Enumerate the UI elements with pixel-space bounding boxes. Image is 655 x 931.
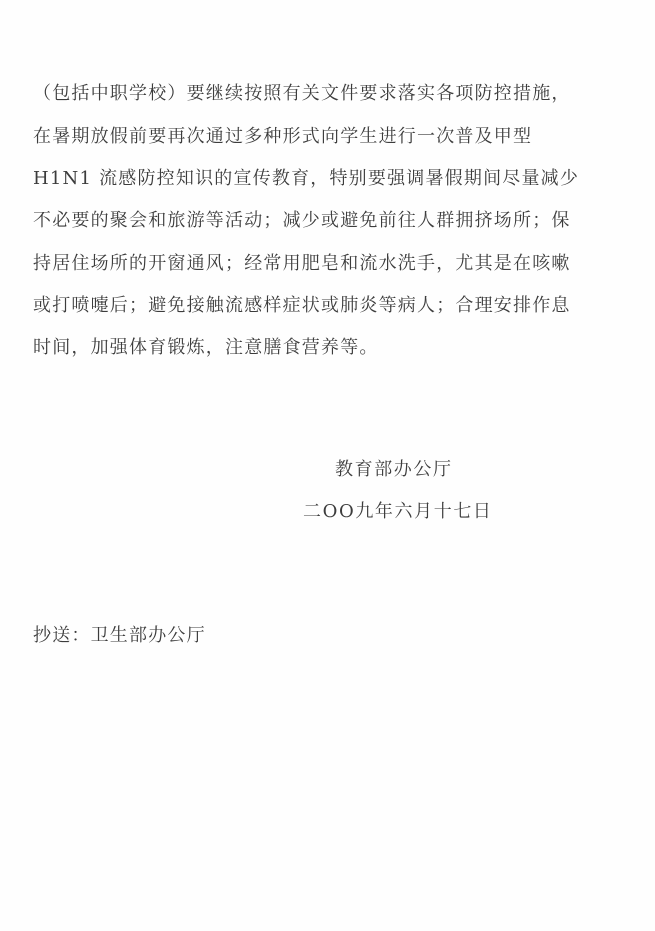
body-text-line-3: H1N1 流感防控知识的宣传教育，特别要强调暑假期间尽量减少 xyxy=(33,168,580,189)
cc-line: 抄送：卫生部办公厅 xyxy=(33,625,206,646)
issue-date: 二OO九年六月十七日 xyxy=(303,501,493,522)
body-text-line-1: （包括中职学校）要继续按照有关文件要求落实各项防控措施， xyxy=(33,83,571,104)
issuer-name: 教育部办公厅 xyxy=(335,459,453,480)
body-text-line-4: 不必要的聚会和旅游等活动；减少或避免前往人群拥挤场所；保 xyxy=(33,210,571,231)
body-text-line-7: 时间，加强体育锻炼，注意膳食营养等。 xyxy=(33,337,379,358)
body-text-line-2: 在暑期放假前要再次通过多种形式向学生进行一次普及甲型 xyxy=(33,126,533,147)
body-text-line-6: 或打喷嚏后；避免接触流感样症状或肺炎等病人；合理安排作息 xyxy=(33,295,571,316)
body-text-line-5: 持居住场所的开窗通风；经常用肥皂和流水洗手，尤其是在咳嗽 xyxy=(33,253,571,274)
